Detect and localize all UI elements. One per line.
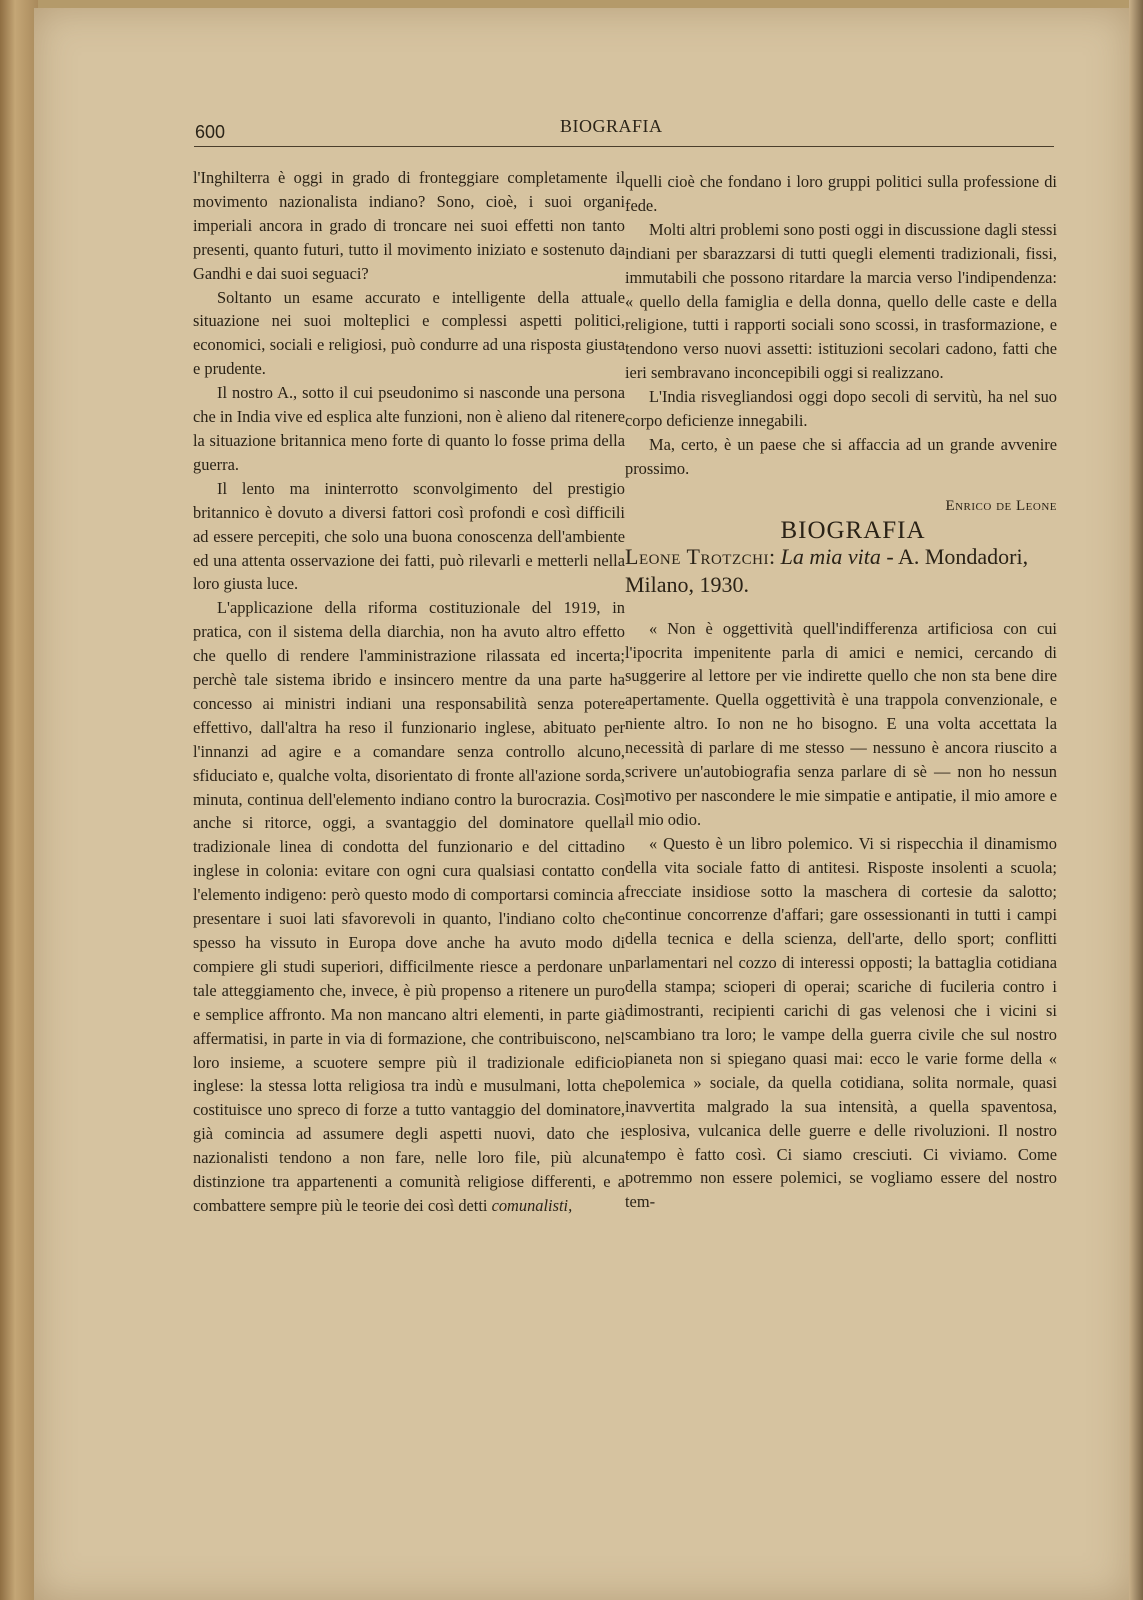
paragraph: Il nostro A., sotto il cui pseudonimo si nasconde una persona che in India vive ed esplica alte funzioni, non è alieno dal ritenere la situazione britannica meno forte di quanto lo fosse prima della guerra. — [193, 383, 625, 474]
book-author: Leone Trotzchi — [625, 543, 769, 569]
paragraph: Il lento ma ininterrotto sconvolgimento del prestigio britannico è dovuto a diversi fattori così profondi e così difficili ad essere percepiti, che solo una buona conoscenza dell'ambiente ed una attenta osservazione dei fatti, può rilevarli e metterli nella loro giusta luce. — [193, 478, 625, 594]
header-rule — [194, 146, 1054, 147]
section-title: BIOGRAFIA — [780, 516, 926, 544]
paragraph: l'Inghilterra è oggi in grado di fronteggiare completamente il movimento nazionalista indiano? Sono, cioè, i suoi organi imperiali ancora in grado di troncare nei suoi effetti non tanto presenti, quanto futuri, tutto il movimento iniziato e sostenuto da Gandhi e dai suoi seguaci? — [193, 168, 625, 283]
paragraph-text: L'applicazione della riforma costituzionale del 1919, in pratica, con il sistema della diarchia, non ha avuto altro effetto che quello di rendere l'amministrazione rilassata ed incerta; perchè tale sistema ibrido e insincero mentre da una parte ha concesso ai ministri indiani una responsabilità senza potere effettivo, dall'altra ha reso il funzionario inglese, abituato per l'innanzi ad agire e a comandare senza controllo alcuno, sfiduciato e, qualche volta, disorientato di fronte all'azione sorda, minuta, continua dell'elemento indiano contro la burocrazia. Così anche si ritorce, oggi, a svantaggio del dominatore quella tradizionale linea di condotta del funzionario e del cittadino inglese in colonia: evitare con ogni cura qualsiasi contatto con l'elemento indigeno: però questo modo di comportarsi comincia a presentare i suoi lati sfavorevoli in quanto, l'indiano colto che spesso ha vissuto in Europa dove anche ha avuto modo di compiere gli studi superiori, difficilmente riesce a perdonare un tale atteggiamento che, invece, è più propenso a ritenere un puro e semplice affronto. Ma non mancano altri elementi, in parte già affermatisi, in parte in via di formazione, che contribuiscono, nel loro insieme, a scuotere sempre più il tradizionale edificio inglese: la stessa lotta religiosa tra indù e musulmani, lotta che costituisce uno spreco di forze a tutto vantaggio del dominatore, già comincia ad assumere degli aspetti nuovi, dato che i nazionalisti tendono a non fare, nelle loro file, più alcuna distinzione tra appartenenti a comunità religiose differenti, e a combattere sempre più le teorie dei così detti — [193, 598, 625, 1215]
quote-paragraph: « Non è oggettività quell'indifferenza artificiosa con cui l'ipocrita impenitente parla di amici e nemici, cercando di suggerire al lettore per vie indirette quello che non sta bene dire apertamente. Quella oggettività è una trappola convenzionale, e niente altro. Io non ne ho bisogno. E una volta accettata la necessità di parlare di me stesso — nessuno è ancora riuscito a scrivere un'autobiografia senza parlare di sè — non ho nessun motivo per nascondere le mie simpatie e antipatie, il mio amore e il mio odio. — [625, 618, 1057, 829]
book-title: La mia vita — [780, 543, 881, 569]
paragraph: Soltanto un esame accurato e intelligente della attuale situazione nei suoi molteplici e complessi aspetti politici, economici, sociali e religiosi, può condurre ad una risposta giusta e prudente. — [193, 287, 625, 379]
book-spine-shadow — [0, 0, 38, 1600]
book-publisher: - A. Mondadori, Milano, 1930. — [625, 543, 1029, 597]
paragraph: Ma, certo, è un paese che si affaccia ad un grande avvenire prossimo. — [625, 434, 1057, 478]
running-head: BIOGRAFIA — [560, 116, 663, 136]
page-edge — [1129, 0, 1143, 1600]
paragraph: L'India risvegliandosi oggi dopo secoli di servitù, ha nel suo corpo deficienze innegabili. — [625, 387, 1057, 431]
italic-term: comunalisti, — [491, 1195, 573, 1215]
signature: Enrico de Leone — [945, 497, 1057, 514]
book-reference: Leone Trotzchi: La mia vita - A. Mondadori, Milano, 1930. — [625, 543, 1029, 597]
paragraph-continuation: quelli cioè che fondano i loro gruppi politici sulla professione di fede. — [625, 172, 1057, 215]
paragraph — [193, 596, 625, 1218]
left-column — [193, 166, 625, 1218]
right-column — [625, 170, 1057, 1214]
page-number: 600 — [195, 122, 226, 142]
quote-paragraph: « Questo è un libro polemico. Vi si rispecchia il dinamismo della vita sociale fatto di antitesi. Risposte insolenti a scuola; frecciate insidiose sotto la maschera di cortesie da salotto; continue concorrenze d'affari; gare ossessionanti in tutti i campi della tecnica e della scienza, dell'arte, dello sport; conflitti parlamentari nel cozzo di interessi opposti; la battaglia cotidiana della stampa; scioperi di operai; scariche di fucileria contro i dimostranti, recipienti carichi di gas velenosi che i vicini si scambiano tra loro; le vampe della guerra civile che sul nostro pianeta non si spiegano quasi mai: ecco le varie forme della « polemica » sociale, da quella cotidiana, solita normale, quasi inavvertita malgrado la sua intensità, a quella spaventosa, esplosiva, vulcanica delle guerre e delle rivoluzioni. Il nostro tempo è fatto così. Ci siamo cresciuti. Ci viviamo. Come potremmo non essere polemici, se vogliamo essere del nostro tem- — [625, 833, 1057, 1212]
paragraph: Molti altri problemi sono posti oggi in discussione dagli stessi indiani per sbarazzarsi di tutti quegli elementi tradizionali, fissi, immutabili che possono ritardare la marcia verso l'indipendenza: « quello della famiglia e della donna, quello delle caste e della religione, tutti i rapporti sociali sono scossi, in trasformazione, e tendono verso nuovi assetti: istituzioni secolari cadono, fatti che ieri sembravano inconcepibili oggi si realizzano. — [625, 219, 1057, 383]
